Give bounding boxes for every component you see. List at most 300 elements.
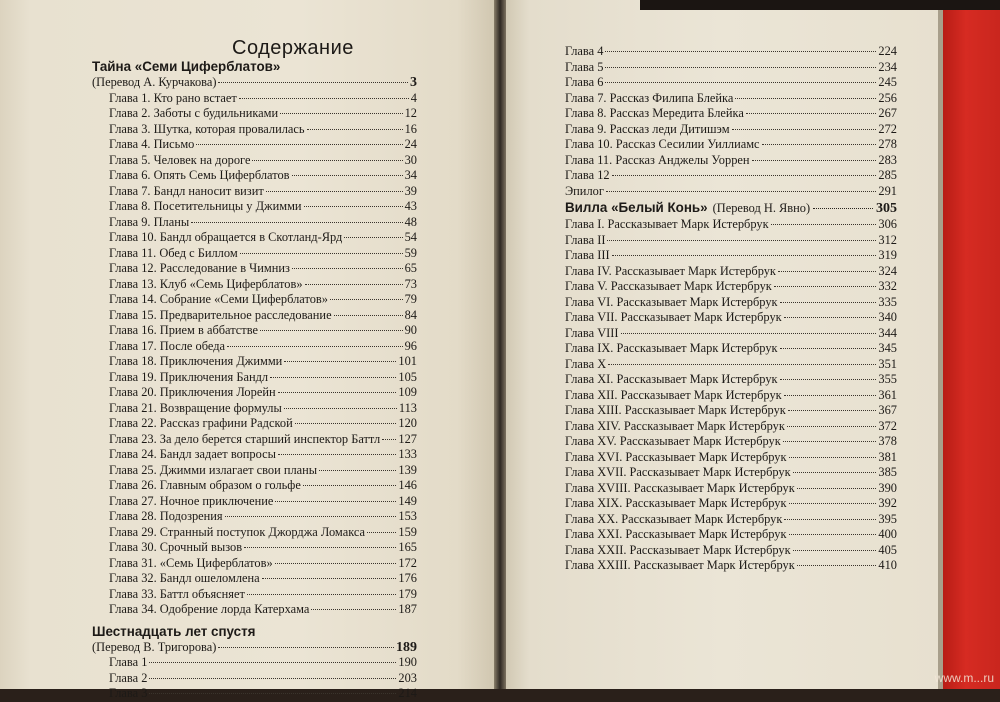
dot-leader (292, 175, 403, 176)
chapter-row (92, 447, 417, 463)
dot-leader (278, 392, 397, 393)
dot-leader (746, 113, 877, 114)
chapter-label: Глава 1. Кто рано встает (109, 90, 237, 105)
chapter-page-number: 367 (878, 403, 897, 417)
dot-leader (771, 224, 877, 225)
chapter-row (92, 91, 417, 107)
chapter-page-number: 378 (878, 434, 897, 448)
chapter-label: Глава VII. Рассказывает Марк Истербрук (565, 310, 782, 324)
chapter-page-number: 324 (878, 263, 897, 278)
dot-leader (266, 191, 403, 192)
chapter-row (565, 434, 897, 450)
chapter-page-number: 101 (398, 354, 417, 368)
chapter-page-number: 203 (398, 670, 417, 685)
toc-left-column (92, 58, 417, 702)
chapter-row (92, 556, 417, 572)
chapter-label: Глава VI. Рассказывает Марк Истербрук (565, 294, 778, 309)
dot-leader (227, 346, 403, 347)
chapter-page-number: 306 (878, 217, 897, 231)
chapter-label: Глава 18. Приключения Джимми (109, 354, 283, 368)
chapter-row (92, 277, 417, 293)
chapter-row (565, 168, 897, 184)
chapter-page-number: 278 (878, 137, 897, 151)
chapter-row (565, 279, 897, 295)
chapter-label: Глава 26. Главным образом о гольфе (109, 478, 301, 492)
dot-leader (260, 330, 403, 331)
chapter-label: Глава 23. За дело берется старший инспектор Баттл (109, 431, 381, 446)
chapter-page-number: 395 (878, 511, 897, 526)
red-cover-edge (943, 0, 1000, 689)
dot-leader (284, 361, 396, 362)
chapter-label: Глава 8. Посетительницы у Джимми (109, 199, 302, 213)
chapter-row (92, 339, 417, 355)
chapter-page-number: 105 (398, 369, 417, 384)
chapter-label: Глава 14. Собрание «Семи Циферблатов» (109, 292, 328, 306)
chapter-label: Глава 3. Шутка, которая провалилась (109, 121, 305, 136)
chapter-page-number: 381 (878, 449, 897, 464)
chapter-label: Глава 20. Приключения Лорейн (109, 385, 276, 399)
chapter-label: Глава 27. Ночное приключение (109, 493, 274, 508)
dot-leader (735, 98, 876, 99)
chapter-page-number: 410 (878, 558, 897, 572)
chapter-row (565, 357, 897, 373)
chapter-row (92, 292, 417, 308)
chapter-label: Глава 24. Бандл задает вопросы (109, 447, 276, 461)
chapter-page-number: 319 (878, 248, 897, 262)
dot-leader (149, 693, 396, 694)
translator-note: (Перевод Н. Явно) (712, 201, 811, 215)
chapter-page-number: 146 (398, 478, 417, 492)
chapter-page-number: 109 (398, 385, 417, 399)
chapter-label: Глава 2 (109, 670, 148, 685)
dot-leader (262, 578, 397, 579)
chapter-row (92, 401, 417, 417)
dot-leader (605, 67, 876, 68)
chapter-label: Глава 13. Клуб «Семь Циферблатов» (109, 276, 303, 291)
chapter-list (565, 44, 897, 199)
chapter-label: Глава 34. Одобрение лорда Катерхама (109, 602, 310, 616)
chapter-page-number: 30 (404, 152, 417, 167)
dot-leader (607, 240, 876, 241)
dot-leader (784, 519, 876, 520)
chapter-row (565, 295, 897, 311)
chapter-page-number: 390 (878, 480, 897, 495)
chapter-row (565, 341, 897, 357)
chapter-label: Глава XVIII. Рассказывает Марк Истербрук (565, 480, 795, 495)
chapter-page-number: 73 (404, 276, 417, 291)
chapter-page-number: 159 (398, 524, 417, 539)
book-title: Тайна «Семи Циферблатов» (92, 59, 281, 74)
chapter-row (565, 233, 897, 249)
dot-leader (774, 286, 877, 287)
book-translator-row (92, 75, 417, 91)
chapter-row (92, 671, 417, 687)
dot-leader (191, 222, 402, 223)
chapter-label: Глава 5. Человек на дороге (109, 152, 251, 167)
dot-leader (367, 532, 396, 533)
chapter-label: Глава 2. Заботы с будильниками (109, 106, 279, 120)
chapter-label: Глава 22. Рассказ графини Радской (109, 416, 293, 430)
dot-leader (608, 364, 876, 365)
chapter-row (92, 261, 417, 277)
chapter-label: Глава 6. Опять Семь Циферблатов (109, 168, 290, 182)
dot-leader (278, 454, 396, 455)
chapter-label: Глава 1 (109, 655, 148, 669)
chapter-list (92, 91, 417, 618)
chapter-page-number: 43 (404, 199, 417, 213)
chapter-page-number: 332 (878, 279, 897, 293)
dot-leader (218, 82, 408, 83)
chapter-row (92, 308, 417, 324)
chapter-row (565, 419, 897, 435)
chapter-page-number: 127 (398, 431, 417, 446)
book-title: Вилла «Белый Конь» (565, 200, 708, 215)
chapter-label: Глава 28. Подозрения (109, 509, 223, 523)
chapter-label: Глава XX. Рассказывает Марк Истербрук (565, 511, 783, 526)
chapter-row (92, 199, 417, 215)
dot-leader (292, 268, 403, 269)
chapter-row (92, 494, 417, 510)
chapter-page-number: 54 (404, 230, 417, 244)
chapter-row (565, 481, 897, 497)
dot-leader (275, 501, 396, 502)
dot-leader (344, 237, 402, 238)
chapter-label: Глава XVII. Рассказывает Марк Истербрук (565, 465, 791, 479)
dot-leader (225, 516, 397, 517)
chapter-row (92, 525, 417, 541)
chapter-row (92, 686, 417, 702)
chapter-row (565, 465, 897, 481)
chapter-label: Глава 4. Письмо (109, 137, 195, 151)
dot-leader (244, 547, 396, 548)
chapter-row (565, 310, 897, 326)
chapter-label: Глава XXI. Рассказывает Марк Истербрук (565, 527, 787, 541)
chapter-page-number: 84 (404, 307, 417, 322)
chapter-row (565, 106, 897, 122)
chapter-row (92, 478, 417, 494)
chapter-page-number: 291 (878, 183, 897, 198)
chapter-label: Глава XVI. Рассказывает Марк Истербрук (565, 449, 787, 464)
dot-leader (275, 563, 397, 564)
chapter-page-number: 340 (878, 310, 897, 324)
chapter-label: Глава 12 (565, 168, 610, 182)
chapter-page-number: 165 (398, 540, 417, 554)
chapter-page-number: 96 (404, 338, 417, 353)
chapter-label: Глава 4 (565, 44, 604, 58)
dot-leader (149, 662, 396, 663)
chapter-row (92, 215, 417, 231)
chapter-label: Глава 5 (565, 59, 604, 74)
chapter-label: Глава 3 (109, 686, 148, 700)
chapter-label: Глава XIV. Рассказывает Марк Истербрук (565, 418, 785, 433)
chapter-page-number: 149 (398, 493, 417, 508)
chapter-page-number: 335 (878, 294, 897, 309)
chapter-row (565, 122, 897, 138)
chapter-page-number: 4 (410, 90, 417, 105)
chapter-page-number: 214 (398, 686, 417, 700)
dot-leader (778, 271, 876, 272)
dot-leader (788, 410, 877, 411)
chapter-page-number: 90 (404, 323, 417, 337)
dot-leader (780, 379, 877, 380)
chapter-page-number: 179 (398, 586, 417, 601)
dot-leader (319, 470, 396, 471)
chapter-row (565, 60, 897, 76)
dot-leader (787, 426, 877, 427)
chapter-row (92, 323, 417, 339)
chapter-label: Глава II (565, 232, 606, 247)
chapter-row (565, 450, 897, 466)
chapter-label: Глава XXII. Рассказывает Марк Истербрук (565, 542, 791, 557)
chapter-label: Глава 33. Баттл объясняет (109, 586, 245, 601)
cover-top-edge (640, 0, 1000, 10)
chapter-row (565, 184, 897, 200)
dot-leader (813, 208, 873, 209)
chapter-row (92, 370, 417, 386)
book-heading-row (565, 199, 897, 217)
chapter-label: Глава XII. Рассказывает Марк Истербрук (565, 387, 782, 402)
dot-leader (612, 175, 877, 176)
chapter-label: Глава XI. Рассказывает Марк Истербрук (565, 372, 778, 386)
dot-leader (196, 144, 402, 145)
chapter-page-number: 190 (398, 655, 417, 669)
chapter-page-number: 385 (878, 465, 897, 479)
dot-leader (789, 534, 877, 535)
chapter-row (92, 655, 417, 671)
chapter-page-number: 172 (398, 555, 417, 570)
dot-leader (780, 348, 877, 349)
chapter-row (565, 496, 897, 512)
chapter-row (92, 230, 417, 246)
chapter-label: Глава 31. «Семь Циферблатов» (109, 555, 273, 570)
translator-note: (Перевод А. Курчакова) (92, 75, 217, 89)
chapter-label: Глава 21. Возвращение формулы (109, 400, 282, 415)
chapter-label: Глава 25. Джимми излагает свои планы (109, 462, 318, 477)
dot-leader (780, 302, 877, 303)
chapter-label: Глава 6 (565, 75, 604, 89)
chapter-row (92, 184, 417, 200)
book-translator-row (92, 640, 417, 656)
chapter-page-number: 312 (878, 232, 897, 247)
chapter-row (565, 264, 897, 280)
chapter-page-number: 285 (878, 168, 897, 182)
chapter-page-number: 372 (878, 418, 897, 433)
chapter-label: Глава VIII (565, 325, 619, 340)
chapter-label: Глава XXIII. Рассказывает Марк Истербрук (565, 558, 795, 572)
chapter-row (92, 153, 417, 169)
book-page-number: 305 (876, 201, 897, 216)
dot-leader (783, 441, 877, 442)
chapter-row (92, 602, 417, 618)
chapter-label: Глава XV. Рассказывает Марк Истербрук (565, 434, 781, 448)
chapter-row (92, 122, 417, 138)
chapter-page-number: 267 (878, 106, 897, 120)
chapter-page-number: 65 (404, 261, 417, 275)
dot-leader (789, 457, 877, 458)
chapter-row (565, 543, 897, 559)
chapter-page-number: 16 (404, 121, 417, 136)
chapter-page-number: 176 (398, 571, 417, 585)
chapter-page-number: 245 (878, 75, 897, 89)
chapter-label: Глава 29. Странный поступок Джорджа Ломакса (109, 524, 366, 539)
chapter-row (92, 509, 417, 525)
dot-leader (606, 191, 877, 192)
chapter-page-number: 133 (398, 447, 417, 461)
dot-leader (280, 113, 402, 114)
chapter-page-number: 400 (878, 527, 897, 541)
chapter-row (565, 44, 897, 60)
chapter-label: Глава 12. Расследование в Чимниз (109, 261, 290, 275)
chapter-label: Глава 7. Бандл наносит визит (109, 183, 264, 198)
chapter-label: Глава III (565, 248, 610, 262)
watermark: www.m...ru (934, 671, 994, 685)
chapter-label: Глава 30. Срочный вызов (109, 540, 243, 554)
chapter-row (565, 75, 897, 91)
chapter-label: Глава 10. Рассказ Сесилии Уиллиамс (565, 137, 760, 151)
dot-leader (732, 129, 877, 130)
dot-leader (762, 144, 877, 145)
chapter-page-number: 153 (398, 509, 417, 523)
chapter-page-number: 120 (398, 416, 417, 430)
chapter-list (92, 655, 417, 702)
toc-right-column (565, 44, 897, 574)
chapter-row (565, 512, 897, 528)
chapter-label: Глава 8. Рассказ Мередита Блейка (565, 106, 744, 120)
chapter-page-number: 392 (878, 496, 897, 510)
dot-leader (793, 472, 877, 473)
chapter-label: Глава XIX. Рассказывает Марк Истербрук (565, 496, 787, 510)
chapter-row (92, 168, 417, 184)
dot-leader (793, 550, 877, 551)
dot-leader (311, 609, 396, 610)
chapter-row (92, 587, 417, 603)
chapter-row (92, 571, 417, 587)
chapter-label: Глава 16. Прием в аббатстве (109, 323, 258, 337)
chapter-label: Глава 19. Приключения Бандл (109, 369, 269, 384)
dot-leader (605, 51, 876, 52)
dot-leader (305, 284, 403, 285)
chapter-list (565, 217, 897, 574)
dot-leader (797, 565, 877, 566)
dot-leader (752, 160, 877, 161)
dot-leader (784, 317, 877, 318)
chapter-label: Глава 15. Предварительное расследование (109, 307, 332, 322)
chapter-row (565, 388, 897, 404)
chapter-page-number: 79 (404, 292, 417, 306)
chapter-page-number: 234 (878, 59, 897, 74)
chapter-row (92, 463, 417, 479)
chapter-row (565, 326, 897, 342)
dot-leader (270, 377, 396, 378)
chapter-page-number: 272 (878, 121, 897, 136)
dot-leader (284, 408, 397, 409)
chapter-label: Глава 11. Рассказ Анджелы Уоррен (565, 152, 750, 167)
chapter-label: Глава IX. Рассказывает Марк Истербрук (565, 341, 778, 355)
dot-leader (330, 299, 403, 300)
translator-note: (Перевод В. Тригорова) (92, 639, 217, 654)
dot-leader (303, 485, 397, 486)
chapter-label: Глава 7. Рассказ Филипа Блейка (565, 90, 734, 105)
book-spine (494, 0, 506, 689)
dot-leader (797, 488, 877, 489)
chapter-label: Глава 9. Планы (109, 214, 190, 229)
chapter-row (92, 416, 417, 432)
dot-leader (605, 82, 876, 83)
dot-leader (252, 160, 402, 161)
chapter-page-number: 355 (878, 372, 897, 386)
chapter-row (565, 558, 897, 574)
chapter-label: Глава 11. Обед с Биллом (109, 245, 238, 260)
chapter-page-number: 113 (398, 400, 417, 415)
chapter-label: Глава 9. Рассказ леди Дитишэм (565, 121, 730, 136)
dot-leader (218, 647, 394, 648)
chapter-row (565, 217, 897, 233)
chapter-label: Глава X (565, 356, 607, 371)
dot-leader (307, 129, 403, 130)
chapter-label: Глава 17. После обеда (109, 338, 225, 353)
chapter-row (92, 137, 417, 153)
chapter-row (565, 372, 897, 388)
chapter-page-number: 34 (404, 168, 417, 182)
dot-leader (612, 255, 877, 256)
dot-leader (239, 98, 409, 99)
chapter-page-number: 345 (878, 341, 897, 355)
chapter-label: Глава XIII. Рассказывает Марк Истербрук (565, 403, 786, 417)
dot-leader (240, 253, 403, 254)
dot-leader (304, 206, 403, 207)
chapter-label: Глава V. Рассказывает Марк Истербрук (565, 279, 772, 293)
chapter-page-number: 344 (878, 325, 897, 340)
dot-leader (789, 503, 877, 504)
chapter-label: Глава IV. Рассказывает Марк Истербрук (565, 263, 776, 278)
chapter-page-number: 139 (398, 462, 417, 477)
chapter-row (565, 91, 897, 107)
dot-leader (382, 439, 396, 440)
chapter-page-number: 283 (878, 152, 897, 167)
dot-leader (784, 395, 877, 396)
dot-leader (334, 315, 403, 316)
chapter-page-number: 361 (878, 387, 897, 402)
chapter-row (92, 385, 417, 401)
dot-leader (149, 678, 396, 679)
chapter-page-number: 405 (878, 542, 897, 557)
toc-title: Содержание (232, 37, 354, 59)
book-page-number: 189 (396, 639, 417, 655)
chapter-row (565, 527, 897, 543)
chapter-page-number: 256 (878, 90, 897, 105)
dot-leader (621, 333, 877, 334)
chapter-row (565, 248, 897, 264)
chapter-row (92, 354, 417, 370)
chapter-page-number: 59 (404, 245, 417, 260)
chapter-label: Глава 32. Бандл ошеломлена (109, 571, 260, 585)
book-page-number: 3 (410, 75, 417, 90)
chapter-row (92, 246, 417, 262)
dot-leader (295, 423, 397, 424)
chapter-row (92, 106, 417, 122)
chapter-row (565, 403, 897, 419)
chapter-label: Эпилог (565, 183, 604, 198)
chapter-label: Глава I. Рассказывает Марк Истербрук (565, 217, 769, 231)
chapter-row (92, 432, 417, 448)
chapter-page-number: 12 (404, 106, 417, 120)
chapter-page-number: 24 (404, 137, 417, 151)
chapter-page-number: 351 (878, 356, 897, 371)
chapter-page-number: 48 (404, 214, 417, 229)
book-title: Шестнадцать лет спустя (92, 623, 256, 639)
chapter-row (565, 137, 897, 153)
chapter-label: Глава 10. Бандл обращается в Скотланд-Ярд (109, 230, 343, 244)
